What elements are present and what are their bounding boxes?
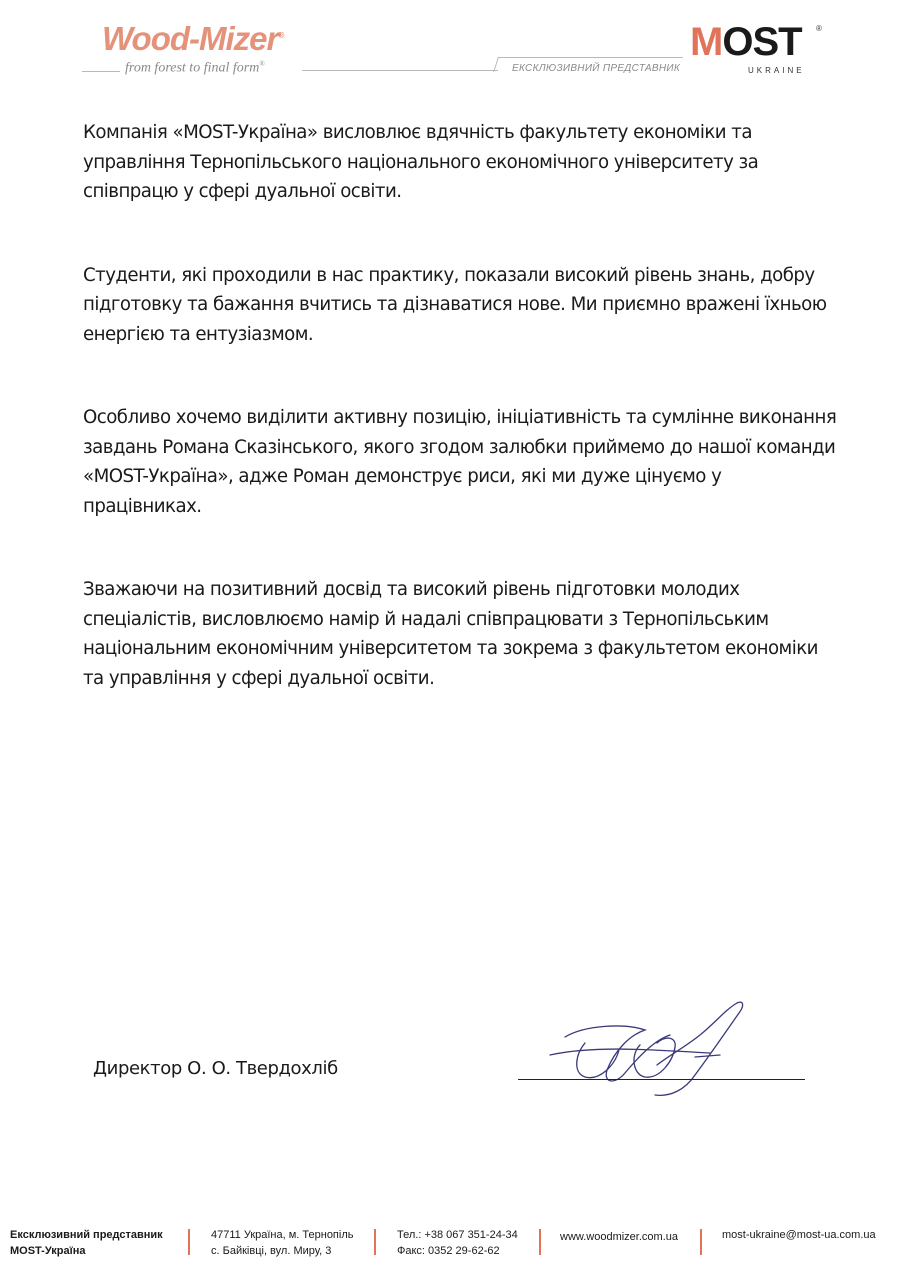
footer-separator (700, 1229, 702, 1255)
woodmizer-tagline-text: from forest to final form (125, 60, 260, 76)
footer-rep-line1: Ексклюзивний представник (10, 1229, 163, 1241)
letter-paragraph: Студенти, які проходили в нас практику, показали високий рівень знань, добру підготовку та бажання вчитись та дізнаватися нове. Ми приємно вражені їхньою енергією та ентузіазмом. (83, 264, 827, 345)
footer-phone (397, 1227, 518, 1259)
woodmizer-logo-text: Wood-Mizer (102, 20, 279, 57)
most-ukraine-sub: UKRAINE (748, 66, 805, 75)
tagline-reg-mark: ® (259, 60, 265, 68)
footer-separator (539, 1229, 541, 1255)
letter-paragraph: Особливо хочемо виділити активну позицію, ініціативність та сумлінне виконання завдань Романа Сказінського, якого згодом залюбки приймемо до нашої команди «MOST-Україна», адже Роман демонструє риси, які ми дуже цінуємо у працівниках. (83, 407, 837, 517)
footer-website: www.woodmizer.com.ua (560, 1231, 678, 1243)
letter-footer (0, 1215, 905, 1275)
letterhead (0, 0, 905, 100)
tagline-rule-left (82, 71, 120, 72)
footer-rep (10, 1227, 163, 1259)
letter-paragraph: Компанія «MOST-Україна» висловлює вдячність факультету економіки та управління Тернопільського національного економічного університету за співпрацю у сфері дуальної освіти. (83, 122, 759, 202)
footer-rep-line2: MOST-Україна (10, 1245, 86, 1257)
woodmizer-tagline (125, 60, 265, 77)
woodmizer-reg-mark: ® (278, 31, 284, 40)
tagline-rule-right (302, 70, 498, 71)
footer-address-line2: с. Байківці, вул. Миру, 3 (211, 1245, 332, 1257)
footer-fax-line: Факс: 0352 29-62-62 (397, 1245, 500, 1257)
woodmizer-logo (102, 20, 283, 58)
exclusive-rep-label: ЕКСКЛЮЗИВНИЙ ПРЕДСТАВНИК (512, 63, 681, 74)
footer-separator (188, 1229, 190, 1255)
letter-body (83, 118, 843, 747)
footer-separator (374, 1229, 376, 1255)
most-logo-rest: OST (722, 20, 802, 64)
signatory-label: Директор О. О. Твердохліб (93, 1058, 338, 1079)
signature-line (518, 1079, 805, 1080)
most-reg-mark: ® (816, 24, 822, 33)
footer-email: most-ukraine@most-ua.com.ua (722, 1229, 876, 1241)
letter-paragraph: Зважаючи на позитивний досвід та високий рівень підготовки молодих спеціалістів, висловлюємо намір й надалі співпрацювати з Тернопільським національним економічним університетом та зокрема з факультетом економіки та управління у сфері дуальної освіти. (83, 579, 818, 689)
footer-address-line1: 47711 Україна, м. Тернопіль (211, 1229, 354, 1241)
most-logo-m: M (690, 20, 723, 64)
most-logo (690, 22, 802, 62)
footer-address (211, 1227, 353, 1259)
footer-phone-line: Тел.: +38 067 351-24-34 (397, 1229, 518, 1241)
handwritten-signature (545, 995, 765, 1100)
